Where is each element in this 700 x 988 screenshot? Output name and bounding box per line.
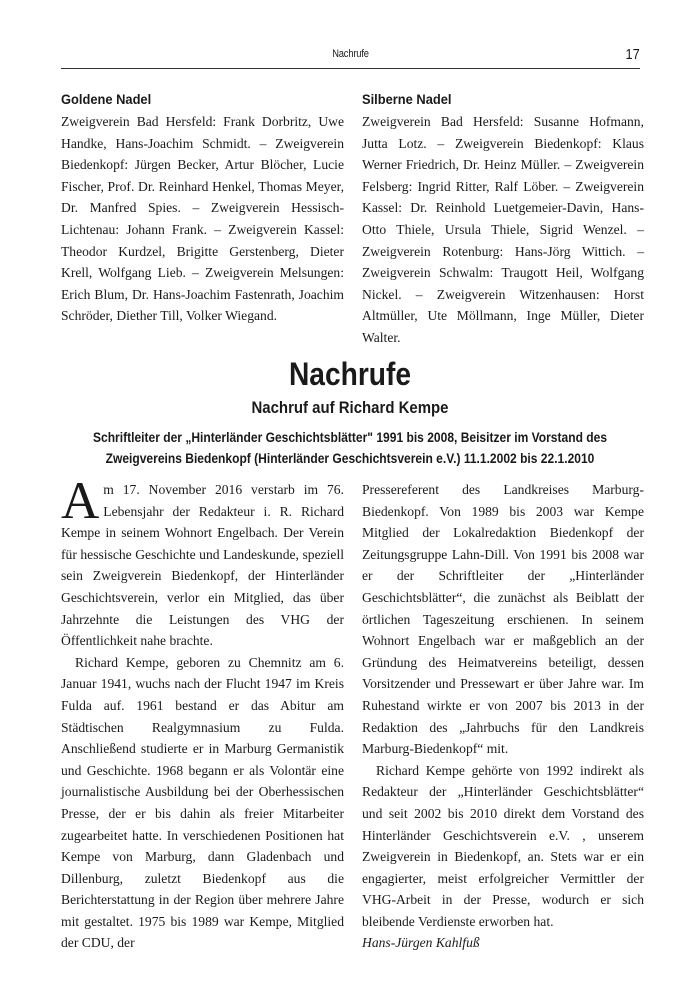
- silver-award-section: [362, 90, 644, 349]
- author-signature: Hans-Jürgen Kahlfuß: [362, 935, 480, 951]
- gold-award-heading: Goldene Nadel: [61, 91, 152, 107]
- article-column-left: [61, 472, 344, 954]
- article-column-right: [362, 479, 644, 954]
- article-paragraph: [61, 472, 344, 652]
- article-subtitle: Schriftleiter der „Hinterländer Geschichtsblätter" 1991 bis 2008, Beisitzer im Vorstand des Zweigvereins Biedenkopf (Hinterländer Geschichtsverein e.V.) 11.1.2002 bis 22.1.2010: [92, 429, 608, 466]
- silver-award-list: Zweigverein Bad Hersfeld: Susanne Hofmann, Jutta Lotz. – Zweigverein Biedenkopf: Klaus Werner Friedrich, Dr. Heinz Müller. – Zweigverein Felsberg: Ingrid Ritter, Ralf Löber. – Zweigverein Kassel: Dr. Reinhold Luetgemeier-Davin, Hans-Otto Thiele, Ursula Thiele, Sigrid Wenzel. – Zweigverein Rotenburg: Hans-Jörg Wittich. – Zweigverein Schwalm: Traugott Heil, Wolfgang Nickel. – Zweigverein Witzenhausen: Horst Altmüller, Ute Möllmann, Inge Müller, Dieter Walter.: [362, 114, 644, 345]
- article-paragraph: Pressereferent des Landkreises Marburg-Biedenkopf. Von 1989 bis 2003 war Kempe Mitglied der Lokalredaktion Biedenkopf der Zeitungsgruppe Lahn-Dill. Von 1991 bis 2008 war er der Schriftleiter der „Hinterländer Geschichtsblätter“, die zunächst als Beiblatt der örtlichen Tageszeitung erschienen. In seinem Wohnort Engelbach war er maßgeblich an der Gründung des Heimatvereins beteiligt, dessen Vorsitzender und Pressewart er über Jahre war. Im Ruhestand wirkte er von 2007 bis 2013 in der Redaktion des „Jahrbuchs für den Landkreis Marburg-Biedenkopf“ mit.: [362, 482, 644, 757]
- gold-award-section: [61, 90, 344, 327]
- page-number: 17: [625, 46, 640, 63]
- gold-award-list: Zweigverein Bad Hersfeld: Frank Dorbritz, Uwe Handke, Hans-Joachim Schmidt. – Zweigverein Biedenkopf: Jürgen Becker, Artur Blöcher, Lucie Fischer, Prof. Dr. Reinhard Henkel, Thomas Meyer, Dr. Manfred Spies. – Zweigverein Hessisch-Lichtenau: Johann Frank. – Zweigverein Kassel: Theodor Kurdzel, Brigitte Gerstenberg, Dieter Krell, Wolfgang Lieb. – Zweigverein Melsungen: Erich Blum, Dr. Hans-Joachim Fastenrath, Joachim Schröder, Diether Till, Volker Wiegand.: [61, 114, 344, 324]
- silver-award-heading: Silberne Nadel: [362, 91, 452, 107]
- drop-cap: A: [61, 472, 100, 530]
- article-title: Nachruf auf Richard Kempe: [251, 398, 449, 417]
- section-title: Nachrufe: [288, 356, 412, 392]
- article-paragraph-text: m 17. November 2016 verstarb im 76. Lebensjahr der Redakteur i. R. Richard Kempe in seinem Wohnort Engelbach. Der Verein für hessische Geschichte und Landeskunde, speziell sein Zweigverein Biedenkopf, der Hinterländer Geschichtsverein, verlor ein Mitglied, das über Jahrzehnte die Leistungen des VHG der Öffentlichkeit nahe brachte.: [61, 482, 344, 649]
- running-head: [61, 46, 640, 69]
- running-head-title: Nachrufe: [332, 48, 369, 60]
- article-paragraph: Richard Kempe, geboren zu Chemnitz am 6. Januar 1941, wuchs nach der Flucht 1947 im Kreis Fulda auf. 1961 bestand er das Abitur am Städtischen Realgymnasium zu Fulda. Anschließend studierte er in Marburg Germanistik und Geschichte. 1968 begann er als Volontär eine journalistische Ausbildung bei der Oberhessischen Presse, der er bis dahin als freier Mitarbeiter zugearbeitet hatte. In verschiedenen Positionen hat Kempe von Marburg, dann Gladenbach und Dillenburg, zuletzt Biedenkopf aus die Berichterstattung in der Region über mehrere Jahre mit gestaltet. 1975 bis 1989 war Kempe, Mitglied der CDU, der: [61, 654, 344, 951]
- article-paragraph: Richard Kempe gehörte von 1992 indirekt als Redakteur der „Hinterländer Geschichtsblätter“ und seit 2002 bis 2010 direkt dem Vorstand des Hinterländer Geschichtsverein e.V. , unserem Zweigverein in Biedenkopf, an. Stets war er ein engagierter, meist erfolgreicher Vermittler der VHG-Arbeit in der Presse, wodurch er sich bleibende Verdienste erworben hat.: [362, 762, 644, 929]
